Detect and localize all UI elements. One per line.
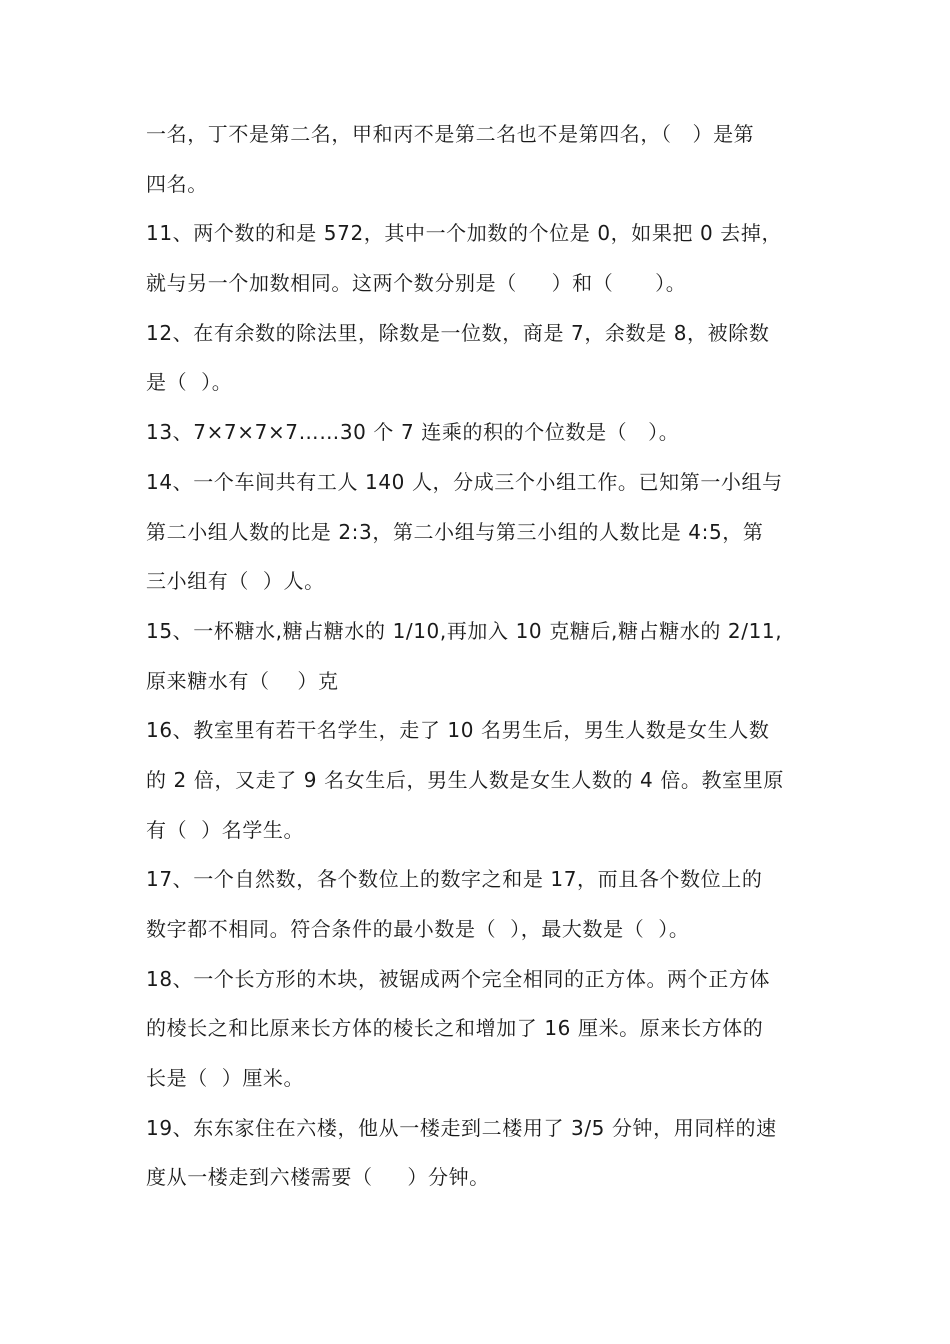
text-line: 就与另一个加数相同。这两个数分别是（ ）和（ ）。 (146, 271, 687, 296)
text-line: 13、7×7×7×7……30 个 7 连乘的积的个位数是（ ）。 (146, 420, 680, 445)
text-line: 16、教室里有若干名学生，走了 10 名男生后，男生人数是女生人数 (146, 718, 770, 743)
text-line: 数字都不相同。符合条件的最小数是（ ），最大数是（ ）。 (146, 917, 690, 941)
text-line: 18、一个长方形的木块，被锯成两个完全相同的正方体。两个正方体 (146, 966, 771, 991)
question-text-block (146, 110, 811, 1203)
text-line: 19、东东家住在六楼，他从一楼走到二楼用了 3/5 分钟，用同样的速 (146, 1115, 777, 1140)
text-line: 原来糖水有（ ）克 (146, 668, 339, 693)
text-line: 四名。 (146, 171, 208, 196)
text-line: 15、一杯糖水,糖占糖水的 1/10,再加入 10 克糖后,糖占糖水的 2/11, (146, 618, 783, 643)
text-line: 的棱长之和比原来长方体的棱长之和增加了 16 厘米。原来长方体的 (146, 1016, 764, 1041)
text-line: 有（ ）名学生。 (146, 817, 305, 842)
text-line: 度从一楼走到六楼需要（ ）分钟。 (146, 1165, 490, 1190)
text-line: 11、两个数的和是 572，其中一个加数的个位是 0，如果把 0 去掉， (146, 221, 783, 246)
text-line: 14、一个车间共有工人 140 人，分成三个小组工作。已知第一小组与 (146, 469, 783, 494)
text-line: 17、一个自然数，各个数位上的数字之和是 17，而且各个数位上的 (146, 867, 763, 892)
text-line: 是（ ）。 (146, 370, 233, 395)
text-line: 长是（ ）厘米。 (146, 1066, 305, 1091)
text-line: 12、在有余数的除法里，除数是一位数，商是 7，余数是 8，被除数 (146, 320, 770, 345)
text-line: 三小组有（ ）人。 (146, 569, 325, 594)
text-line: 第二小组人数的比是 2:3，第二小组与第三小组的人数比是 4:5，第 (146, 519, 764, 544)
text-line: 的 2 倍，又走了 9 名女生后，男生人数是女生人数的 4 倍。教室里原 (146, 767, 784, 792)
text-line: 一名，丁不是第二名，甲和丙不是第二名也不是第四名，（ ）是第 (146, 122, 755, 146)
